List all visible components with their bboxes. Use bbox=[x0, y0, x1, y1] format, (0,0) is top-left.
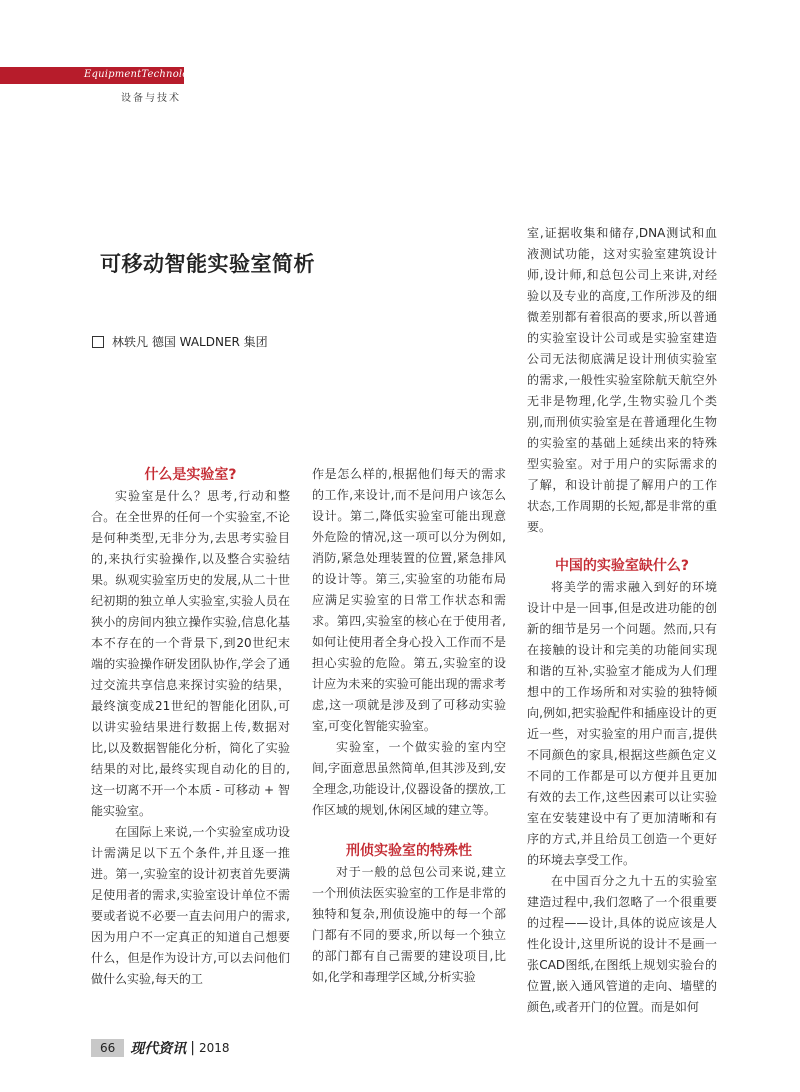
paragraph: 在中国百分之九十五的实验室建造过程中,我们忽略了一个很重要的过程——设计,具体的说应该是人性化设计,这里所说的设计不是画一张CAD图纸,在图纸上规划实验台的位置,嵌入通风管道的走向、墙壁的颜色,或者开门的位置。而是如何 bbox=[527, 874, 717, 1014]
byline-text: 林轶凡 德国 WALDNER 集团 bbox=[112, 335, 268, 349]
issue-year: 2018 bbox=[199, 1041, 230, 1055]
page-footer bbox=[91, 1038, 230, 1058]
section-heading-what-is-lab: 什么是实验室? bbox=[144, 467, 237, 483]
article-title: 可移动智能实验室简析 bbox=[100, 252, 315, 276]
page-number: 66 bbox=[91, 1039, 124, 1057]
paragraph: 实验室，一个做实验的室内空间,字面意思虽然简单,但其涉及到,安全理念,功能设计,仪器设备的摆放,工作区域的规划,休闲区域的建立等。 bbox=[312, 740, 506, 817]
paragraph: 作是怎么样的,根据他们每天的需求的工作,来设计,而不是问用户该怎么设计。第二,降低实验室可能出现意外危险的情况,这一项可以分为例如,消防,紧急处理装置的位置,紧急排风的设计等。第三,实验室的功能布局应满足实验室的日常工作状态和需求。第四,实验室的核心在于使用者,如何让使用者全身心投入工作而不是担心实验的危险。第五,实验室的设计应为未来的实验可能出现的需求考虑,这一项就是涉及到了可移动实验室,可变化智能实验室。 bbox=[312, 467, 506, 733]
paragraph: 室,证据收集和储存,DNA测试和血液测试功能，这对实验室建筑设计师,设计师,和总包公司上来讲,对经验以及专业的高度,工作所涉及的细微差别都有着很高的要求,所以普通的实验室设计公司或是实验室建造公司无法彻底满足设计刑侦实验室的需求,一般性实验室除航天航空外无非是物理,化学,生物实验几个类别,而刑侦实验室是在普通理化生物的实验室的基础上延续出来的特殊型实验室。对于用户的实际需求的了解，和设计前提了解用户的工作状态,工作周期的长短,都是非常的重要。 bbox=[527, 226, 717, 534]
text-column-1 bbox=[91, 464, 290, 990]
footer-separator: | bbox=[190, 1040, 195, 1056]
section-name-chinese: 设备与技术 bbox=[121, 93, 181, 104]
magazine-name: 现代资讯 bbox=[130, 1041, 187, 1057]
section-name-english: EquipmentTechnology bbox=[84, 69, 201, 80]
byline bbox=[92, 333, 268, 350]
paragraph: 在国际上来说,一个实验室成功设计需满足以下五个条件,并且逐一推进。第一,实验室的设计初衷首先要满足使用者的需求,实验室设计单位不需要或者说不必要一直去问用户的需求,因为用户不一定真正的知道自己想要什么，但是作为设计方,可以去问他们做什么实验,每天的工 bbox=[91, 825, 290, 986]
paragraph: 对于一般的总包公司来说,建立一个刑侦法医实验室的工作是非常的独特和复杂,刑侦设施中的每一个部门都有不同的要求,所以每一个独立的部门都有自己需要的建设项目,比如,化学和毒理学区域,分析实验 bbox=[312, 865, 506, 984]
section-heading-forensic-lab: 刑侦实验室的特殊性 bbox=[346, 843, 472, 859]
paragraph: 实验室是什么？思考,行动和整合。在全世界的任何一个实验室,不论是何种类型,无非分为,去思考实验目的,来执行实验操作,以及整合实验结果。纵观实验室历史的发展,从二十世纪初期的独立单人实验室,实验人员在狭小的房间内独立操作实验,信息化基本不存在的一个背景下,到20世纪末端的实验操作研发团队协作,学会了通过交流共享信息来探讨实验的结果，最终演变成21世纪的智能化团队,可以讲实验结果进行数据上传,数据对比,以及数据智能化分析，简化了实验结果的对比,最终实现自动化的目的,这一切离不开一个本质 - 可移动 + 智能实验室。 bbox=[91, 489, 290, 818]
section-heading-china-lab: 中国的实验室缺什么? bbox=[554, 558, 690, 574]
paragraph: 将美学的需求融入到好的环境设计中是一回事,但是改进功能的创新的细节是另一个问题。然而,只有在接触的设计和完美的功能间实现和谐的互补,实验室才能成为人们理想中的工作场所和对实验的独特倾向,例如,把实验配件和插座设计的更近一些，对实验室的用户而言,提供不同颜色的家具,根据这些颜色定义不同的工作都是可以方便并且更加有效的去工作,这些因素可以让实验室在安装建设中有了更加清晰和有序的方式,并且给员工创造一个更好的环境去享受工作。 bbox=[527, 580, 717, 867]
square-bullet-icon bbox=[92, 336, 104, 348]
text-column-3 bbox=[527, 223, 717, 1018]
text-column-2 bbox=[312, 464, 506, 988]
